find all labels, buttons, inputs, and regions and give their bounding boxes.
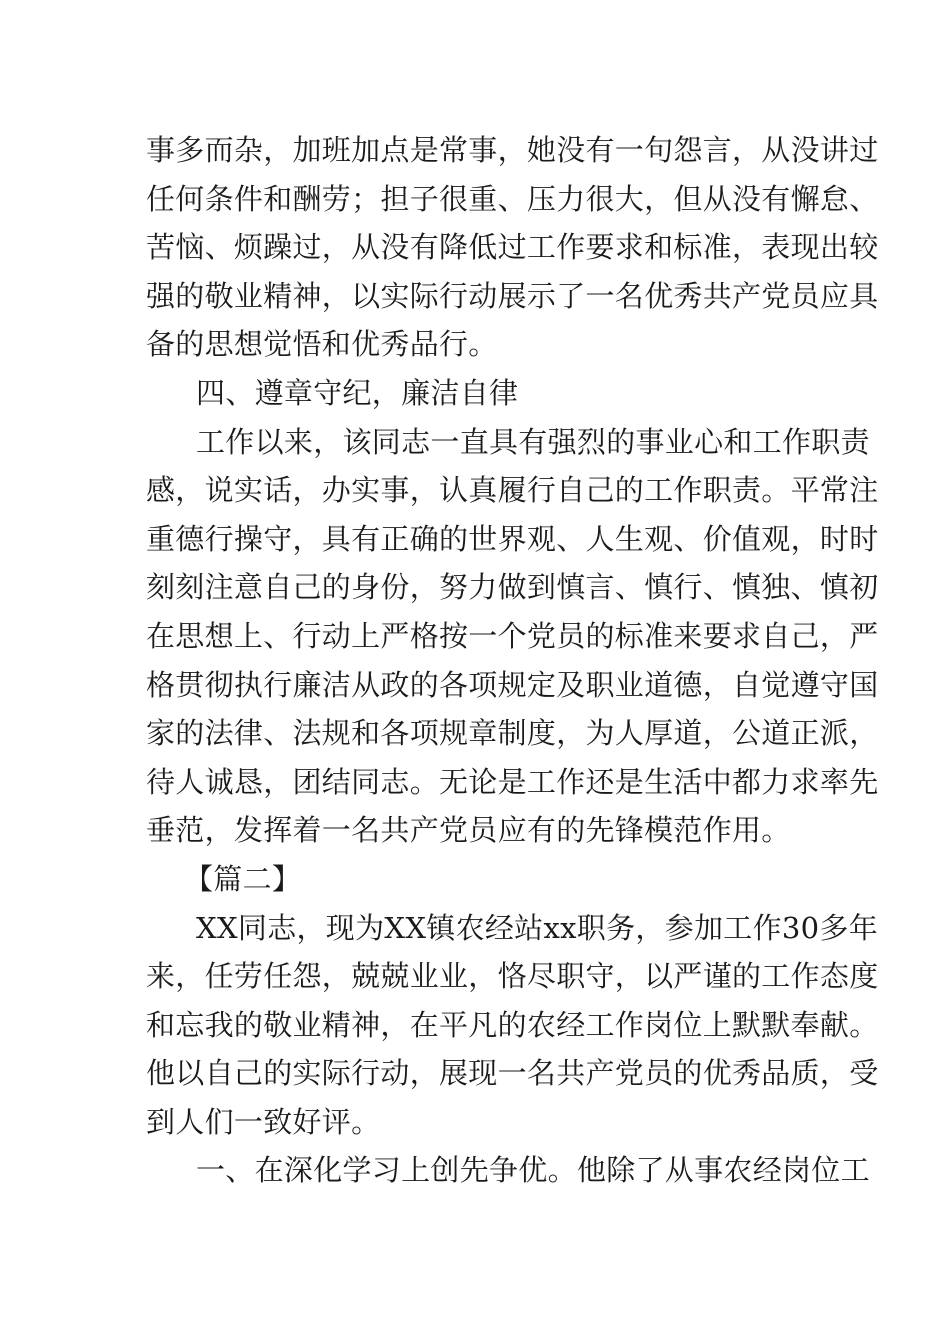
text-line: 格贯彻执行廉洁从政的各项规定及职业道德，自觉遵守国 [146,667,879,702]
paragraph-start: 一、在深化学习上创先争优。他除了从事农经岗位工 [196,1153,870,1188]
paragraph-start: 工作以来，该同志一直具有强烈的事业心和工作职责 [196,424,870,459]
text-line: 待人诚恳，团结同志。无论是工作还是生活中都力求率先 [146,764,879,799]
text-line: 任何条件和酬劳；担子很重、压力很大，但从没有懈怠、 [146,181,879,216]
text-line: 家的法律、法规和各项规章制度，为人厚道，公道正派， [146,716,879,751]
section-heading: 四、遵章守纪，廉洁自律 [196,375,519,410]
document-body [146,126,879,1195]
text-line: 垂范，发挥着一名共产党员应有的先锋模范作用。 [146,813,791,848]
text-line: 到人们一致好评。 [146,1104,381,1139]
text-line: 事多而杂，加班加点是常事，她没有一句怨言，从没讲过 [146,133,879,167]
text-line: 他以自己的实际行动，展现一名共产党员的优秀品质，受 [146,1056,879,1091]
text-line: 苦恼、烦躁过，从没有降低过工作要求和标准，表现出较 [146,230,879,265]
part-heading: 【篇二】 [184,861,302,896]
text-line: 来，任劳任怨，兢兢业业，恪尽职守，以严谨的工作态度 [146,959,879,994]
text-line: 和忘我的敬业精神，在平凡的农经工作岗位上默默奉献。 [146,1007,879,1042]
text-line: 重德行操守，具有正确的世界观、人生观、价值观，时时 [146,521,879,556]
text-line: 刻刻注意自己的身份，努力做到慎言、慎行、慎独、慎初 [146,570,879,605]
text-line: 强的敬业精神，以实际行动展示了一名优秀共产党员应具 [146,278,879,313]
paragraph-start: XX同志，现为XX镇农经站xx职务，参加工作30多年 [196,910,878,945]
text-line: 在思想上、行动上严格按一个党员的标准来要求自己，严 [146,618,879,653]
text-line: 感，说实话，办实事，认真履行自己的工作职责。平常注 [146,473,879,508]
text-line: 备的思想觉悟和优秀品行。 [146,327,498,362]
